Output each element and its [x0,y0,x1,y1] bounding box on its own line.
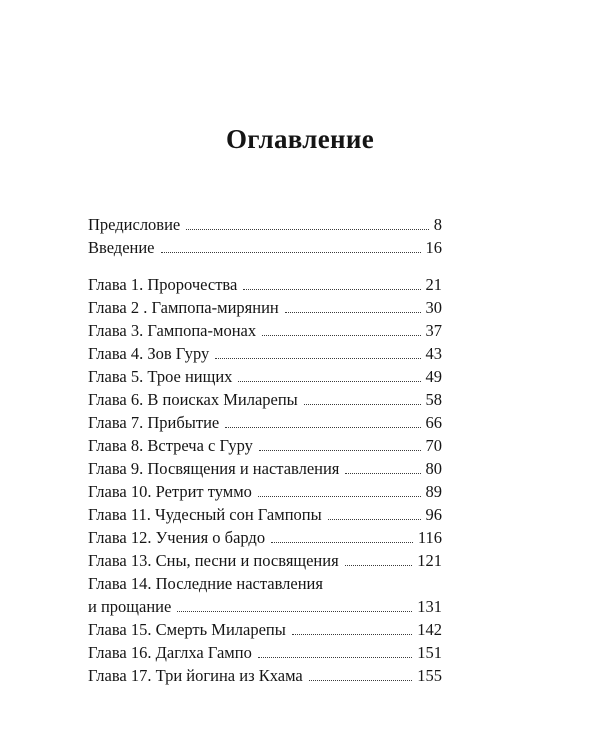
toc-entry-title: Глава 9. Посвящения и наставления [88,459,340,478]
toc-entry-page: 116 [417,528,442,547]
toc-entry-chapter-5 [88,365,442,388]
dot-leader [345,565,413,566]
toc-entry-chapter-7 [88,411,442,434]
toc-entry-title: Глава 2 . Гампопа-мирянин [88,298,279,317]
toc-entry-page: 70 [425,436,442,455]
toc-entry-page: 16 [425,238,442,257]
toc-entry-chapter-2 [88,296,442,319]
toc-entry-title: Введение [88,238,155,257]
toc-entry-chapter-11 [88,503,442,526]
toc-entry-chapter-4 [88,342,442,365]
toc-entry-title: Предисловие [88,215,181,234]
dot-leader [225,427,420,428]
toc-entry-page: 80 [425,459,442,478]
dot-leader [238,381,420,382]
toc-entry-page: 49 [425,367,442,386]
dot-leader [285,312,421,313]
dot-leader [262,335,420,336]
dot-leader [345,473,420,474]
toc-entry-page: 21 [425,275,442,294]
toc-entry-chapter-12 [88,526,442,549]
toc-entry-title-continued: и прощание [88,597,172,616]
toc-entry-page: 155 [417,666,442,685]
toc-entry-chapter-6 [88,388,442,411]
toc-entry-title: Глава 5. Трое нищих [88,367,233,386]
toc-entry-title: Глава 17. Три йогина из Кхама [88,666,303,685]
dot-leader [304,404,421,405]
toc-entry-chapter-1 [88,273,442,296]
toc-entry-title: Глава 8. Встреча с Гуру [88,436,253,455]
toc-entry-chapter-3 [88,319,442,342]
dot-leader [271,542,413,543]
toc-entry-title: Глава 6. В поисках Миларепы [88,390,298,409]
dot-leader [292,634,412,635]
dot-leader [259,450,421,451]
toc-entry-title: Глава 10. Ретрит туммо [88,482,252,501]
dot-leader [309,680,413,681]
toc-entry-title: Глава 11. Чудесный сон Гампопы [88,505,322,524]
toc-entry-chapter-9 [88,457,442,480]
dot-leader [258,496,421,497]
toc-entry-title: Глава 13. Сны, песни и посвящения [88,551,339,570]
toc-entry-title: Глава 15. Смерть Миларепы [88,620,286,639]
dot-leader [243,289,420,290]
toc-entry-page: 131 [417,597,442,616]
toc-entry-title: Глава 7. Прибытие [88,413,220,432]
toc-entry-introduction [88,236,442,259]
dot-leader [177,611,412,612]
toc-entry-title: Глава 3. Гампопа-монах [88,321,257,340]
dot-leader [328,519,421,520]
toc-entry-page: 151 [417,643,442,662]
toc-entry-chapter-14-continued [88,595,442,618]
toc-entry-page: 58 [425,390,442,409]
toc-entry-page: 66 [425,413,442,432]
toc-entry-page: 43 [425,344,442,363]
toc-entry-title: Глава 14. Последние наставления [88,574,323,593]
dot-leader [215,358,420,359]
toc-entry-page: 30 [425,298,442,317]
toc-entry-chapter-17 [88,664,442,687]
dot-leader [161,252,421,253]
toc-entry-page: 142 [417,620,442,639]
page-title: Оглавление [226,124,374,154]
toc-entry-page: 121 [417,551,442,570]
toc-entry-title: Глава 16. Даглха Гампо [88,643,252,662]
toc-entry-title: Глава 1. Пророчества [88,275,238,294]
toc-entry-title: Глава 4. Зов Гуру [88,344,210,363]
toc-entry-chapter-10 [88,480,442,503]
toc-entry-chapter-16 [88,641,442,664]
toc-entry-page: 37 [425,321,442,340]
dot-leader [186,229,429,230]
toc-entry-chapter-13 [88,549,442,572]
toc-entry-page: 8 [433,215,442,234]
toc-entry-chapter-8 [88,434,442,457]
toc-entry-chapter-15 [88,618,442,641]
toc-entry-chapter-14 [88,572,442,595]
toc-entry-title: Глава 12. Учения о бардо [88,528,266,547]
toc-entry-page: 96 [425,505,442,524]
dot-leader [258,657,412,658]
toc-entry-page: 89 [425,482,442,501]
toc-entry-preface [88,213,442,236]
